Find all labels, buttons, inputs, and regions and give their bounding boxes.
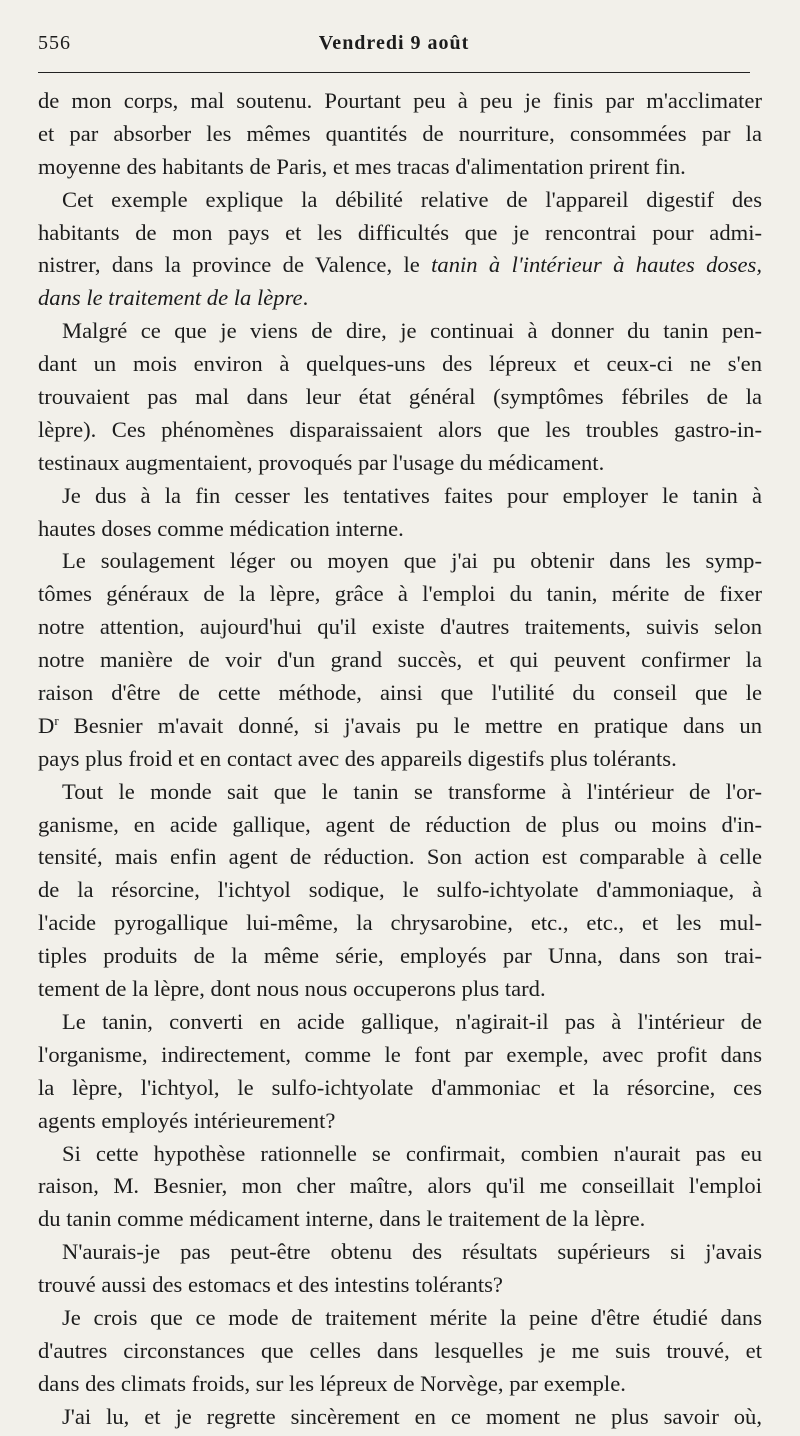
text-line bbox=[38, 644, 762, 677]
line-text: d'autres circonstances que celles dans lesquelles je me suis trouvé, et bbox=[38, 1337, 762, 1363]
line-text: D bbox=[38, 712, 55, 738]
text-line bbox=[38, 776, 762, 809]
page-number: 556 bbox=[38, 32, 71, 54]
line-text: l'acide pyrogallique lui-même, la chrysarobine, etc., etc., et les mul- bbox=[38, 910, 762, 936]
line-text: notre manière de voir d'un grand succès, et qui peuvent confirmer la bbox=[38, 647, 762, 673]
line-text: trouvé aussi des estomacs et des intestins tolérants? bbox=[38, 1272, 503, 1298]
text-line bbox=[38, 1269, 762, 1302]
text-line bbox=[38, 151, 762, 184]
line-text: Le tanin, converti en acide gallique, n'agirait-il pas à l'intérieur de bbox=[62, 1008, 762, 1034]
line-text: et par absorber les mêmes quantités de nourriture, consommées par la bbox=[38, 120, 762, 146]
italic-text: tanin à l'intérieur à hautes doses, bbox=[431, 252, 762, 278]
line-text: habitants de mon pays et les difficultés que je rencontrai pour admi- bbox=[38, 219, 762, 245]
line-text: ganisme, en acide gallique, agent de réduction de plus ou moins d'in- bbox=[38, 811, 762, 837]
text-line bbox=[38, 611, 762, 644]
line-text: Je dus à la fin cesser les tentatives faites pour employer le tanin à bbox=[62, 482, 762, 508]
line-text: moyenne des habitants de Paris, et mes tracas d'alimentation prirent fin. bbox=[38, 153, 686, 179]
line-text: pays plus froid et en contact avec des appareils digestifs plus tolérants. bbox=[38, 745, 677, 771]
line-text: Tout le monde sait que le tanin se transforme à l'intérieur de l'or- bbox=[62, 778, 762, 804]
line-text: tiples produits de la même série, employés par Unna, dans son trai- bbox=[38, 943, 762, 969]
line-text: la lèpre, l'ichtyol, le sulfo-ichtyolate d'ammoniac et la résorcine, ces bbox=[38, 1074, 762, 1100]
text-line bbox=[38, 1368, 762, 1401]
line-text-after: Besnier m'avait donné, si j'avais pu le mettre en pratique dans un bbox=[58, 712, 762, 738]
text-line bbox=[38, 743, 762, 776]
line-text: raison, M. Besnier, mon cher maître, alors qu'il me conseillait l'emploi bbox=[38, 1173, 762, 1199]
text-line bbox=[38, 282, 762, 315]
line-text: tômes généraux de la lèpre, grâce à l'emploi du tanin, mérite de fixer bbox=[38, 581, 762, 607]
line-text: tensité, mais enfin agent de réduction. Son action est comparable à celle bbox=[38, 844, 762, 870]
text-line bbox=[38, 1236, 762, 1269]
text-line bbox=[38, 1335, 762, 1368]
line-text: N'aurais-je pas peut-être obtenu des résultats supérieurs si j'avais bbox=[62, 1239, 762, 1265]
text-line bbox=[38, 809, 762, 842]
line-text: de la résorcine, l'ichtyol sodique, le sulfo-ichtyolate d'ammoniaque, à bbox=[38, 877, 762, 903]
text-line bbox=[38, 480, 762, 513]
text-line bbox=[38, 1006, 762, 1039]
text-line bbox=[38, 710, 762, 743]
text-line bbox=[38, 1072, 762, 1105]
line-text: J'ai lu, et je regrette sincèrement en ce moment ne plus savoir où, bbox=[62, 1403, 762, 1429]
text-line bbox=[38, 118, 762, 151]
italic-text: dans le traitement de la lèpre bbox=[38, 285, 303, 311]
line-text: de mon corps, mal soutenu. Pourtant peu à peu je finis par m'acclimater bbox=[38, 88, 762, 113]
line-text: Le soulagement léger ou moyen que j'ai pu obtenir dans les symp- bbox=[62, 548, 762, 574]
line-text: Je crois que ce mode de traitement mérite la peine d'être étudié dans bbox=[62, 1304, 762, 1330]
line-text: trouvaient pas mal dans leur état général (symptômes fébriles de la bbox=[38, 384, 762, 410]
text-line bbox=[38, 1302, 762, 1335]
text-line bbox=[38, 1105, 762, 1138]
line-text: testinaux augmentaient, provoqués par l'usage du médicament. bbox=[38, 449, 605, 475]
text-line bbox=[38, 85, 762, 118]
text-line bbox=[38, 973, 762, 1006]
text-line bbox=[38, 677, 762, 710]
header-rule bbox=[38, 72, 750, 73]
text-line bbox=[38, 249, 762, 282]
running-title: Vendredi 9 août bbox=[318, 32, 470, 54]
text-line bbox=[38, 414, 762, 447]
text-line bbox=[38, 1401, 762, 1434]
text-line bbox=[38, 1170, 762, 1203]
text-line bbox=[38, 513, 762, 546]
text-line bbox=[38, 381, 762, 414]
body-text bbox=[38, 85, 762, 1434]
text-line bbox=[38, 447, 762, 480]
line-text: dant un mois environ à quelques-uns des lépreux et ceux-ci ne s'en bbox=[38, 351, 762, 377]
line-text: agents employés intérieurement? bbox=[38, 1107, 336, 1133]
text-line bbox=[38, 348, 762, 381]
superscript: r bbox=[54, 712, 59, 728]
line-text: notre attention, aujourd'hui qu'il existe d'autres traitements, suivis selon bbox=[38, 614, 762, 640]
text-line bbox=[38, 578, 762, 611]
line-text: tement de la lèpre, dont nous nous occuperons plus tard. bbox=[38, 976, 546, 1002]
line-text-after: . bbox=[302, 285, 309, 311]
line-text: du tanin comme médicament interne, dans le traitement de la lèpre. bbox=[38, 1206, 646, 1232]
text-line bbox=[38, 217, 762, 250]
line-text: Cet exemple explique la débilité relative de l'appareil digestif des bbox=[62, 186, 762, 212]
line-text: nistrer, dans la province de Valence, le bbox=[38, 252, 432, 278]
line-text: lèpre). Ces phénomènes disparaissaient alors que les troubles gastro-in- bbox=[38, 416, 762, 442]
line-text: raison d'être de cette méthode, ainsi que l'utilité du conseil que le bbox=[38, 680, 762, 706]
line-text: dans des climats froids, sur les lépreux de Norvège, par exemple. bbox=[38, 1370, 626, 1396]
text-line bbox=[38, 184, 762, 217]
page-header bbox=[38, 32, 750, 62]
line-text: Si cette hypothèse rationnelle se confirmait, combien n'aurait pas eu bbox=[62, 1140, 762, 1166]
text-line bbox=[38, 545, 762, 578]
text-line bbox=[38, 1203, 762, 1236]
text-line bbox=[38, 841, 762, 874]
line-text: hautes doses comme médication interne. bbox=[38, 515, 404, 541]
text-line bbox=[38, 1138, 762, 1171]
text-line bbox=[38, 1039, 762, 1072]
line-text: l'organisme, indirectement, comme le font par exemple, avec profit dans bbox=[38, 1041, 762, 1067]
text-line bbox=[38, 940, 762, 973]
text-line bbox=[38, 874, 762, 907]
text-line bbox=[38, 315, 762, 348]
text-line bbox=[38, 907, 762, 940]
line-text: Malgré ce que je viens de dire, je continuai à donner du tanin pen- bbox=[62, 318, 762, 344]
